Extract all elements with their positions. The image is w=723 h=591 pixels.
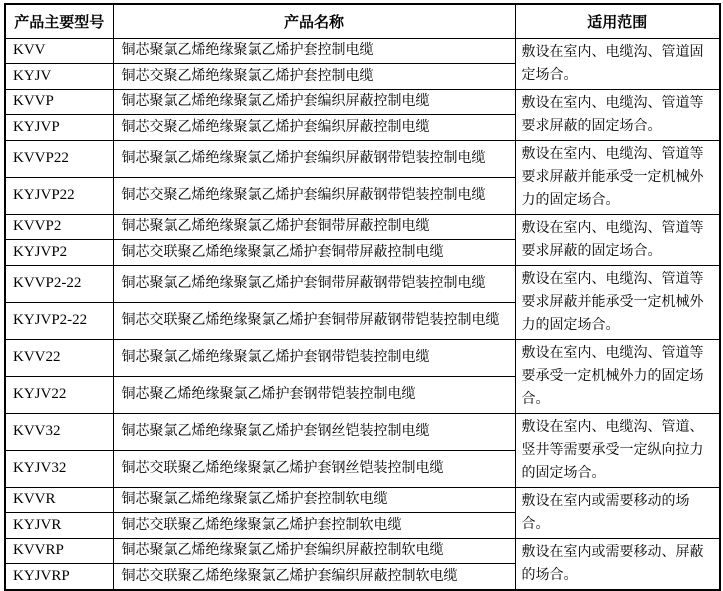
model-cell: KVVP2 (5, 214, 113, 240)
model-cell: KVVRP (5, 538, 113, 563)
scope-cell: 敷设在室内、电缆沟、管道固定场合。 (515, 38, 720, 89)
model-cell: KYJVRP (5, 563, 113, 589)
product-name-cell: 铜芯交聚乙烯绝缘聚氯乙烯护套编织屏蔽钢带铠装控制电缆 (113, 177, 515, 214)
product-name-cell: 铜芯聚氯乙烯绝缘聚氯乙烯护套编织屏蔽控制电缆 (113, 89, 515, 115)
model-cell: KVV22 (5, 339, 113, 376)
model-cell: KVVP2-22 (5, 265, 113, 302)
model-cell: KYJV22 (5, 376, 113, 413)
product-name-cell: 铜芯聚氯乙烯绝缘聚氯乙烯护套铜带屏蔽控制电缆 (113, 214, 515, 240)
product-name-cell: 铜芯聚氯乙烯绝缘聚氯乙烯护套编织屏蔽控制软电缆 (113, 538, 515, 563)
model-cell: KVVR (5, 487, 113, 513)
header-cell-model: 产品主要型号 (5, 4, 113, 38)
table-row (5, 89, 720, 115)
product-name-cell: 铜芯交联聚乙烯绝缘聚氯乙烯护套编织屏蔽控制软电缆 (113, 563, 515, 589)
table-row (5, 487, 720, 513)
product-name-cell: 铜芯交聚乙烯绝缘聚氯乙烯护套编织屏蔽控制电缆 (113, 115, 515, 141)
header-cell-name: 产品名称 (113, 4, 515, 38)
table-body (5, 38, 720, 590)
model-cell: KVVP (5, 89, 113, 115)
product-name-cell: 铜芯交联聚乙烯绝缘聚氯乙烯护套钢丝铠装控制电缆 (113, 450, 515, 487)
model-cell: KYJVP (5, 115, 113, 141)
table-row (5, 214, 720, 240)
table-row (5, 339, 720, 376)
table-row (5, 38, 720, 64)
product-name-cell: 铜芯聚氯乙烯绝缘聚氯乙烯护套编织屏蔽钢带铠装控制电缆 (113, 140, 515, 177)
model-cell: KYJVP2 (5, 240, 113, 266)
model-cell: KYJVP2-22 (5, 302, 113, 339)
header-cell-scope: 适用范围 (515, 4, 720, 38)
scope-cell: 敷设在室内、电缆沟、管道等要求屏蔽的固定场合。 (515, 89, 720, 140)
product-name-cell: 铜芯聚氯乙烯绝缘聚氯乙烯护套控制软电缆 (113, 487, 515, 513)
product-name-cell: 铜芯交联聚乙烯绝缘聚氯乙烯护套铜带屏蔽控制电缆 (113, 240, 515, 266)
product-name-cell: 铜芯交联聚乙烯绝缘聚氯乙烯护套控制软电缆 (113, 513, 515, 539)
cable-product-table (4, 3, 721, 591)
product-name-cell: 铜芯聚乙烯绝缘聚氯乙烯护套钢带铠装控制电缆 (113, 376, 515, 413)
model-cell: KVVP22 (5, 140, 113, 177)
product-name-cell: 铜芯交聚乙烯绝缘聚氯乙烯护套控制电缆 (113, 64, 515, 90)
header-row (5, 4, 720, 38)
scope-cell: 敷设在室内、电缆沟、管道等要求屏蔽并能承受一定机械外力的固定场合。 (515, 265, 720, 339)
model-cell: KYJVR (5, 513, 113, 539)
table-row (5, 265, 720, 302)
scope-cell: 敷设在室内、电缆沟、管道等要求屏蔽并能承受一定机械外力的固定场合。 (515, 140, 720, 214)
table-row (5, 413, 720, 450)
scope-cell: 敷设在室内、电缆沟、管道、竖井等需要承受一定纵向拉力的固定场合。 (515, 413, 720, 487)
scope-cell: 敷设在室内或需要移动、屏蔽的场合。 (515, 538, 720, 590)
product-name-cell: 铜芯交联聚乙烯绝缘聚氯乙烯护套铜带屏蔽钢带铠装控制电缆 (113, 302, 515, 339)
model-cell: KYJV (5, 64, 113, 90)
table-row (5, 140, 720, 177)
table-row (5, 538, 720, 563)
model-cell: KYJV32 (5, 450, 113, 487)
product-name-cell: 铜芯聚氯乙烯绝缘聚氯乙烯护套钢丝铠装控制电缆 (113, 413, 515, 450)
product-name-cell: 铜芯聚氯乙烯绝缘聚氯乙烯护套铜带屏蔽钢带铠装控制电缆 (113, 265, 515, 302)
scope-cell: 敷设在室内、电缆沟、管道等要承受一定机械外力的固定场合。 (515, 339, 720, 413)
model-cell: KYJVP22 (5, 177, 113, 214)
scope-cell: 敷设在室内或需要移动的场合。 (515, 487, 720, 538)
model-cell: KVV32 (5, 413, 113, 450)
table-header (5, 4, 720, 38)
scope-cell: 敷设在室内、电缆沟、管道等要求屏蔽的固定场合。 (515, 214, 720, 265)
product-name-cell: 铜芯聚氯乙烯绝缘聚氯乙烯护套钢带铠装控制电缆 (113, 339, 515, 376)
model-cell: KVV (5, 38, 113, 64)
product-name-cell: 铜芯聚氯乙烯绝缘聚氯乙烯护套控制电缆 (113, 38, 515, 64)
